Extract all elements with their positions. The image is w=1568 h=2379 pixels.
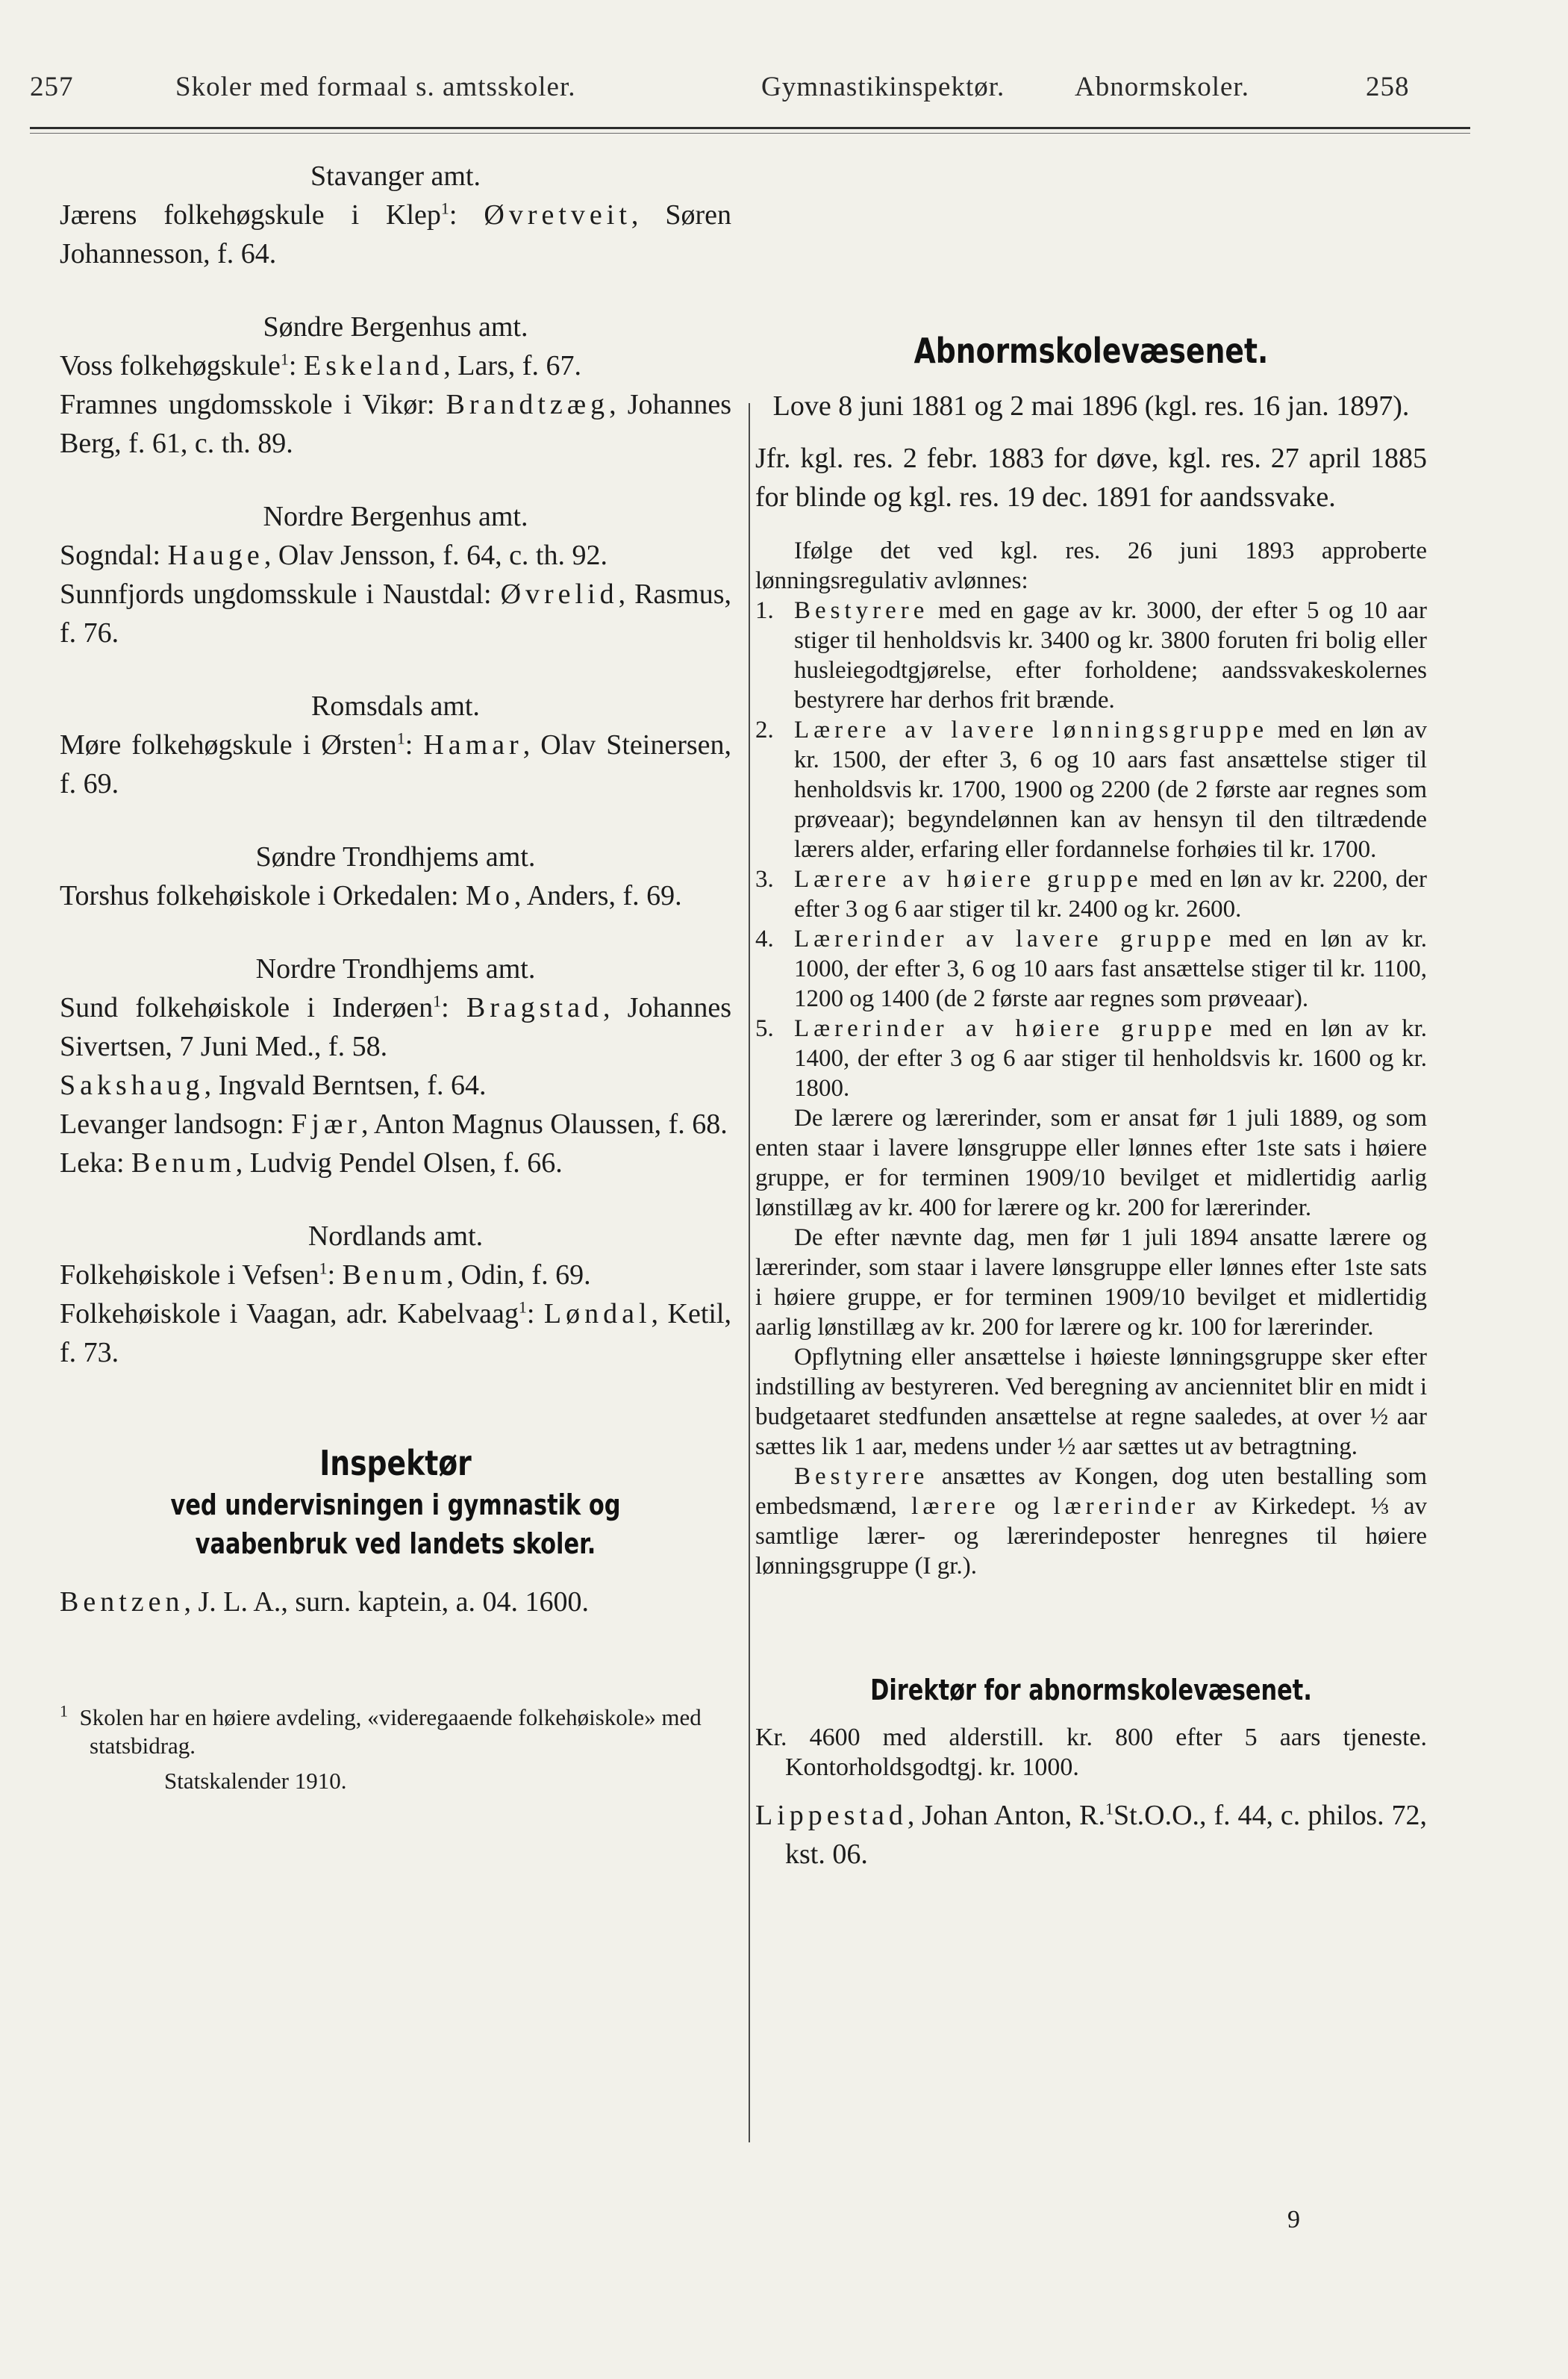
salary-paragraph: Opflytning eller ansættelse i høieste lønningsgruppe sker efter indstilling av bestyreren. Ved beregning av anciennitet blir en midt i budgetaaret stedfunden ansættelse at regne saaledes, at over ½ aar sættes lik 1 aar, medens under ½ aar sættes ut av betragtning.	[755, 1344, 1427, 1460]
footnote-text: Skolen har en høiere avdeling, «videregaaende folkehøiskole» med statsbidrag.	[79, 1704, 702, 1759]
school-entry-post: , Rasmus, f. 76.	[60, 579, 731, 649]
school-entry-sup: 1	[440, 199, 449, 218]
amt-heading: Nordlands amt.	[307, 1220, 484, 1252]
school-entry-mid: :	[441, 992, 466, 1023]
appointment-lead-3: lærerinder	[1053, 1493, 1200, 1520]
left-column	[60, 157, 731, 1796]
inspektor-name: Bentzen	[60, 1586, 184, 1618]
school-entry	[60, 1294, 731, 1372]
appointment-text-3: av Kirkedept. ⅓ av samtlige lærer- og lærerindeposter henregnes til høiere lønningsgruppe (I gr.).	[755, 1493, 1427, 1580]
item-text	[794, 596, 1427, 715]
person-name: Benum	[342, 1259, 447, 1291]
direktor-name: Lippestad	[755, 1800, 908, 1831]
school-entry	[60, 385, 731, 463]
abnorm-heading: Abnormskolevæsenet.	[913, 331, 1269, 371]
item-number: 5.	[755, 1015, 774, 1042]
school-entry-sup: 1	[433, 991, 442, 1011]
direktor-details-post: St.O.O., f. 44, c. philos. 72, kst. 06.	[785, 1800, 1428, 1870]
school-entry	[60, 196, 731, 273]
item-number: 2.	[755, 717, 774, 743]
school-entry	[60, 1105, 731, 1144]
school-entry-post: , Lars, f. 67.	[443, 350, 581, 381]
header-title-schools: Skoler med formaal s. amtsskoler.	[175, 72, 576, 102]
school-entry-post: , Ketil, f. 73.	[60, 1298, 731, 1368]
footnote	[60, 1703, 731, 1760]
inspektor-entry	[60, 1583, 731, 1621]
item-lead: Bestyrere	[794, 597, 929, 624]
item-text	[794, 1014, 1427, 1103]
school-entry	[60, 346, 731, 385]
school-entry	[60, 536, 731, 575]
school-entry	[60, 988, 731, 1066]
item-text	[794, 864, 1427, 924]
person-name: Løndal	[543, 1298, 652, 1329]
school-entry-post: , Johannes Sivertsen, 7 Juni Med., f. 58.	[60, 992, 731, 1062]
inspektor-subheading: ved undervisningen i gymnastik og vaabenbruk ved landets skoler.	[170, 1488, 621, 1560]
school-entry	[60, 876, 731, 915]
salary-item	[755, 1014, 1427, 1103]
item-number: 4.	[755, 926, 774, 952]
school-entry	[60, 575, 731, 652]
person-name: Brandtzæg	[446, 389, 610, 420]
school-entry-pre: Folkehøiskole i Vaagan, adr. Kabelvaag	[60, 1298, 519, 1329]
amt-heading: Nordre Bergenhus amt.	[263, 501, 528, 532]
person-name: Øvretveit	[484, 199, 631, 231]
school-entry-pre: Jærens folkehøgskule i Klep	[60, 199, 441, 231]
left-page-number: 257	[30, 72, 74, 102]
header-title-inspector: Gymnastikinspektør.	[761, 72, 1005, 102]
school-entry-post: , Ludvig Pendel Olsen, f. 66.	[235, 1147, 563, 1179]
school-entry-post: , Ingvald Berntsen, f. 64.	[204, 1070, 487, 1101]
item-lead: Lærere av høiere gruppe	[794, 866, 1143, 893]
school-entry-pre: Sunnfjords ungdomsskule i Naustdal:	[60, 579, 501, 610]
person-name: Hauge	[167, 540, 264, 571]
amt-heading: Søndre Bergenhus amt.	[263, 311, 528, 343]
school-entry-post: , Olav Jensson, f. 64, c. th. 92.	[263, 540, 607, 571]
header-title-abnormal: Abnormskoler.	[1075, 72, 1249, 102]
school-sections	[60, 157, 731, 1372]
appointment-paragraph	[755, 1462, 1427, 1581]
school-entry	[60, 1144, 731, 1182]
direktor-footnote-mark: 1	[1105, 1799, 1113, 1818]
school-entry-post: , Anders, f. 69.	[513, 880, 682, 911]
item-lead: Lærere av lavere lønningsgruppe	[794, 717, 1269, 743]
school-entry	[60, 1256, 731, 1294]
salary-paragraphs	[755, 1103, 1427, 1462]
signature: Statskalender 1910.	[164, 1768, 347, 1794]
item-body: med en løn av kr. 1400, der efter 3 og 6 aar stiger til henholdsvis kr. 1600 og kr. 1800.	[794, 1015, 1427, 1102]
item-number: 1.	[755, 597, 774, 624]
header-rule-thin	[30, 133, 1470, 134]
item-number: 3.	[755, 866, 774, 893]
school-entry-pre: Folkehøiskole i Vefsen	[60, 1259, 319, 1291]
item-body: med en løn av kr. 1500, der efter 3, 6 og 10 aars fast ansættelse stiger til henholdsvis kr. 1700, 1900 og 2200 (de 2 første aar regnes som prøveaar); begyndelønnen kan av hensyn til den tiltrædende lærers alder, erfaring eller fordannelse forhøies til kr. 1700.	[794, 717, 1427, 863]
school-entry-mid: :	[526, 1298, 544, 1329]
school-entry-sup: 1	[518, 1297, 527, 1317]
person-name: Hamar	[423, 729, 523, 761]
direktor-details-pre: , Johan Anton, R.	[907, 1800, 1105, 1831]
appointment-lead: Bestyrere	[794, 1463, 929, 1490]
school-entry-sup: 1	[396, 729, 405, 748]
school-entry-pre: Torshus folkehøiskole i Orkedalen:	[60, 880, 466, 911]
school-entry-sup: 1	[319, 1259, 328, 1278]
amt-heading: Nordre Trondhjems amt.	[255, 953, 536, 985]
item-body: med en løn av kr. 1000, der efter 3, 6 og 10 aars fast ansættelse stiger til kr. 1100, 1200 og 1400 (de 2 første aar regnes som prøveaar).	[794, 926, 1428, 1012]
school-entry-pre: Framnes ungdomsskole i Vikør:	[60, 389, 446, 420]
sheet-number: 9	[1287, 2206, 1300, 2233]
school-entry	[60, 726, 731, 803]
salary-paragraph: De efter nævnte dag, men før 1 juli 1894 ansatte lærere og lærerinder, som staar i lavere lønsgruppe eller lønnes efter 1ste sats i høiere gruppe, er for terminen 1909/10 bevilget et midlertidig aarlig lønstillæg av kr. 200 for lærere og kr. 100 for lærerinder.	[755, 1224, 1427, 1341]
person-name: Fjær	[291, 1109, 361, 1140]
salary-item	[755, 715, 1427, 864]
school-entry-sup: 1	[280, 349, 289, 369]
school-entry-pre: Voss folkehøgskule	[60, 350, 281, 381]
right-column	[755, 328, 1427, 1874]
salary-intro: Ifølge det ved kgl. res. 26 juni 1893 approberte lønningsregulativ avlønnes:	[755, 537, 1427, 594]
amt-heading: Stavanger amt.	[310, 160, 481, 192]
person-name: Mo	[466, 880, 514, 911]
person-name: Eskeland	[303, 350, 444, 381]
footnote-mark: 1	[60, 1701, 68, 1721]
school-entry-post: , Johannes Berg, f. 61, c. th. 89.	[60, 389, 731, 459]
school-entry-mid: :	[405, 729, 424, 761]
appointment-text-2: og	[999, 1493, 1054, 1520]
salary-paragraph: De lærere og lærerinder, som er ansat før 1 juli 1889, og som enten staar i lavere lønsgruppe eller lønnes efter 1ste sats i høiere gruppe, er for terminen 1909/10 bevilget et midlertidig aarlig lønstillæg av kr. 400 for lærere og kr. 200 for lærerinder.	[755, 1105, 1427, 1221]
column-divider	[749, 403, 750, 2142]
right-page-number: 258	[1366, 72, 1410, 102]
jfr-line: Jfr. kgl. res. 2 febr. 1883 for døve, kgl. res. 27 april 1885 for blinde og kgl. res. 19 dec. 1891 for aandssvake.	[755, 443, 1427, 513]
school-entry-pre: Leka:	[60, 1147, 132, 1179]
salary-item	[755, 924, 1427, 1014]
law-line: Love 8 juni 1881 og 2 mai 1896 (kgl. res. 16 jan. 1897).	[772, 390, 1410, 422]
school-entry-post: , Søren Johannesson, f. 64.	[60, 199, 731, 269]
school-entry-pre: Møre folkehøgskule i Ørsten	[60, 729, 397, 761]
school-entry-mid: :	[449, 199, 484, 231]
person-name: Øvrelid	[500, 579, 619, 610]
direktor-heading: Direktør for abnormskolevæsenet.	[870, 1674, 1312, 1706]
amt-heading: Romsdals amt.	[311, 690, 480, 722]
item-text	[794, 924, 1427, 1014]
person-name: Sakshaug	[60, 1070, 204, 1101]
school-entry-post: , Odin, f. 69.	[446, 1259, 591, 1291]
school-entry-post: , Anton Magnus Olaussen, f. 68.	[360, 1109, 728, 1140]
direktor-entry	[755, 1796, 1427, 1874]
school-entry-pre: Levanger landsogn:	[60, 1109, 292, 1140]
appointment-lead-2: lærere	[911, 1493, 1000, 1520]
salary-items	[755, 596, 1427, 1103]
item-text	[794, 715, 1427, 864]
salary-item	[755, 864, 1427, 924]
salary-item	[755, 596, 1427, 715]
school-entry	[60, 1066, 731, 1105]
school-entry-mid: :	[327, 1259, 343, 1291]
header-rule	[30, 127, 1470, 129]
item-body: med en gage av kr. 3000, der efter 5 og 10 aar stiger til henholdsvis kr. 3400 og kr. 3800 foruten fri bolig eller husleiegodtgjørelse, efter forholdene; aandssvakeskolernes bestyrere har derhos frit brænde.	[794, 597, 1427, 714]
appointment-text-1: ansættes av Kongen, dog uten bestalling som embedsmænd,	[755, 1463, 1427, 1520]
direktor-salary: Kr. 4600 med alderstill. kr. 800 efter 5 aars tjeneste. Kontorholdsgodtgj. kr. 1000.	[755, 1724, 1427, 1781]
school-entry-post: , Olav Steinersen, f. 69.	[60, 729, 732, 799]
item-lead: Lærerinder av høiere gruppe	[794, 1015, 1216, 1042]
item-body: med en løn av kr. 2200, der efter 3 og 6 aar stiger til kr. 2400 og kr. 2600.	[794, 866, 1427, 923]
item-lead: Lærerinder av lavere gruppe	[794, 926, 1216, 952]
amt-heading: Søndre Trondhjems amt.	[255, 841, 536, 873]
school-entry-pre: Sund folkehøiskole i Inderøen	[60, 992, 434, 1023]
person-name: Bragstad	[466, 992, 603, 1023]
inspektor-heading: Inspektør	[319, 1443, 472, 1483]
person-name: Benum	[131, 1147, 236, 1179]
school-entry-pre: Sogndal:	[60, 540, 168, 571]
inspektor-details: , J. L. A., surn. kaptein, a. 04. 1600.	[184, 1586, 590, 1618]
school-entry-mid: :	[288, 350, 304, 381]
